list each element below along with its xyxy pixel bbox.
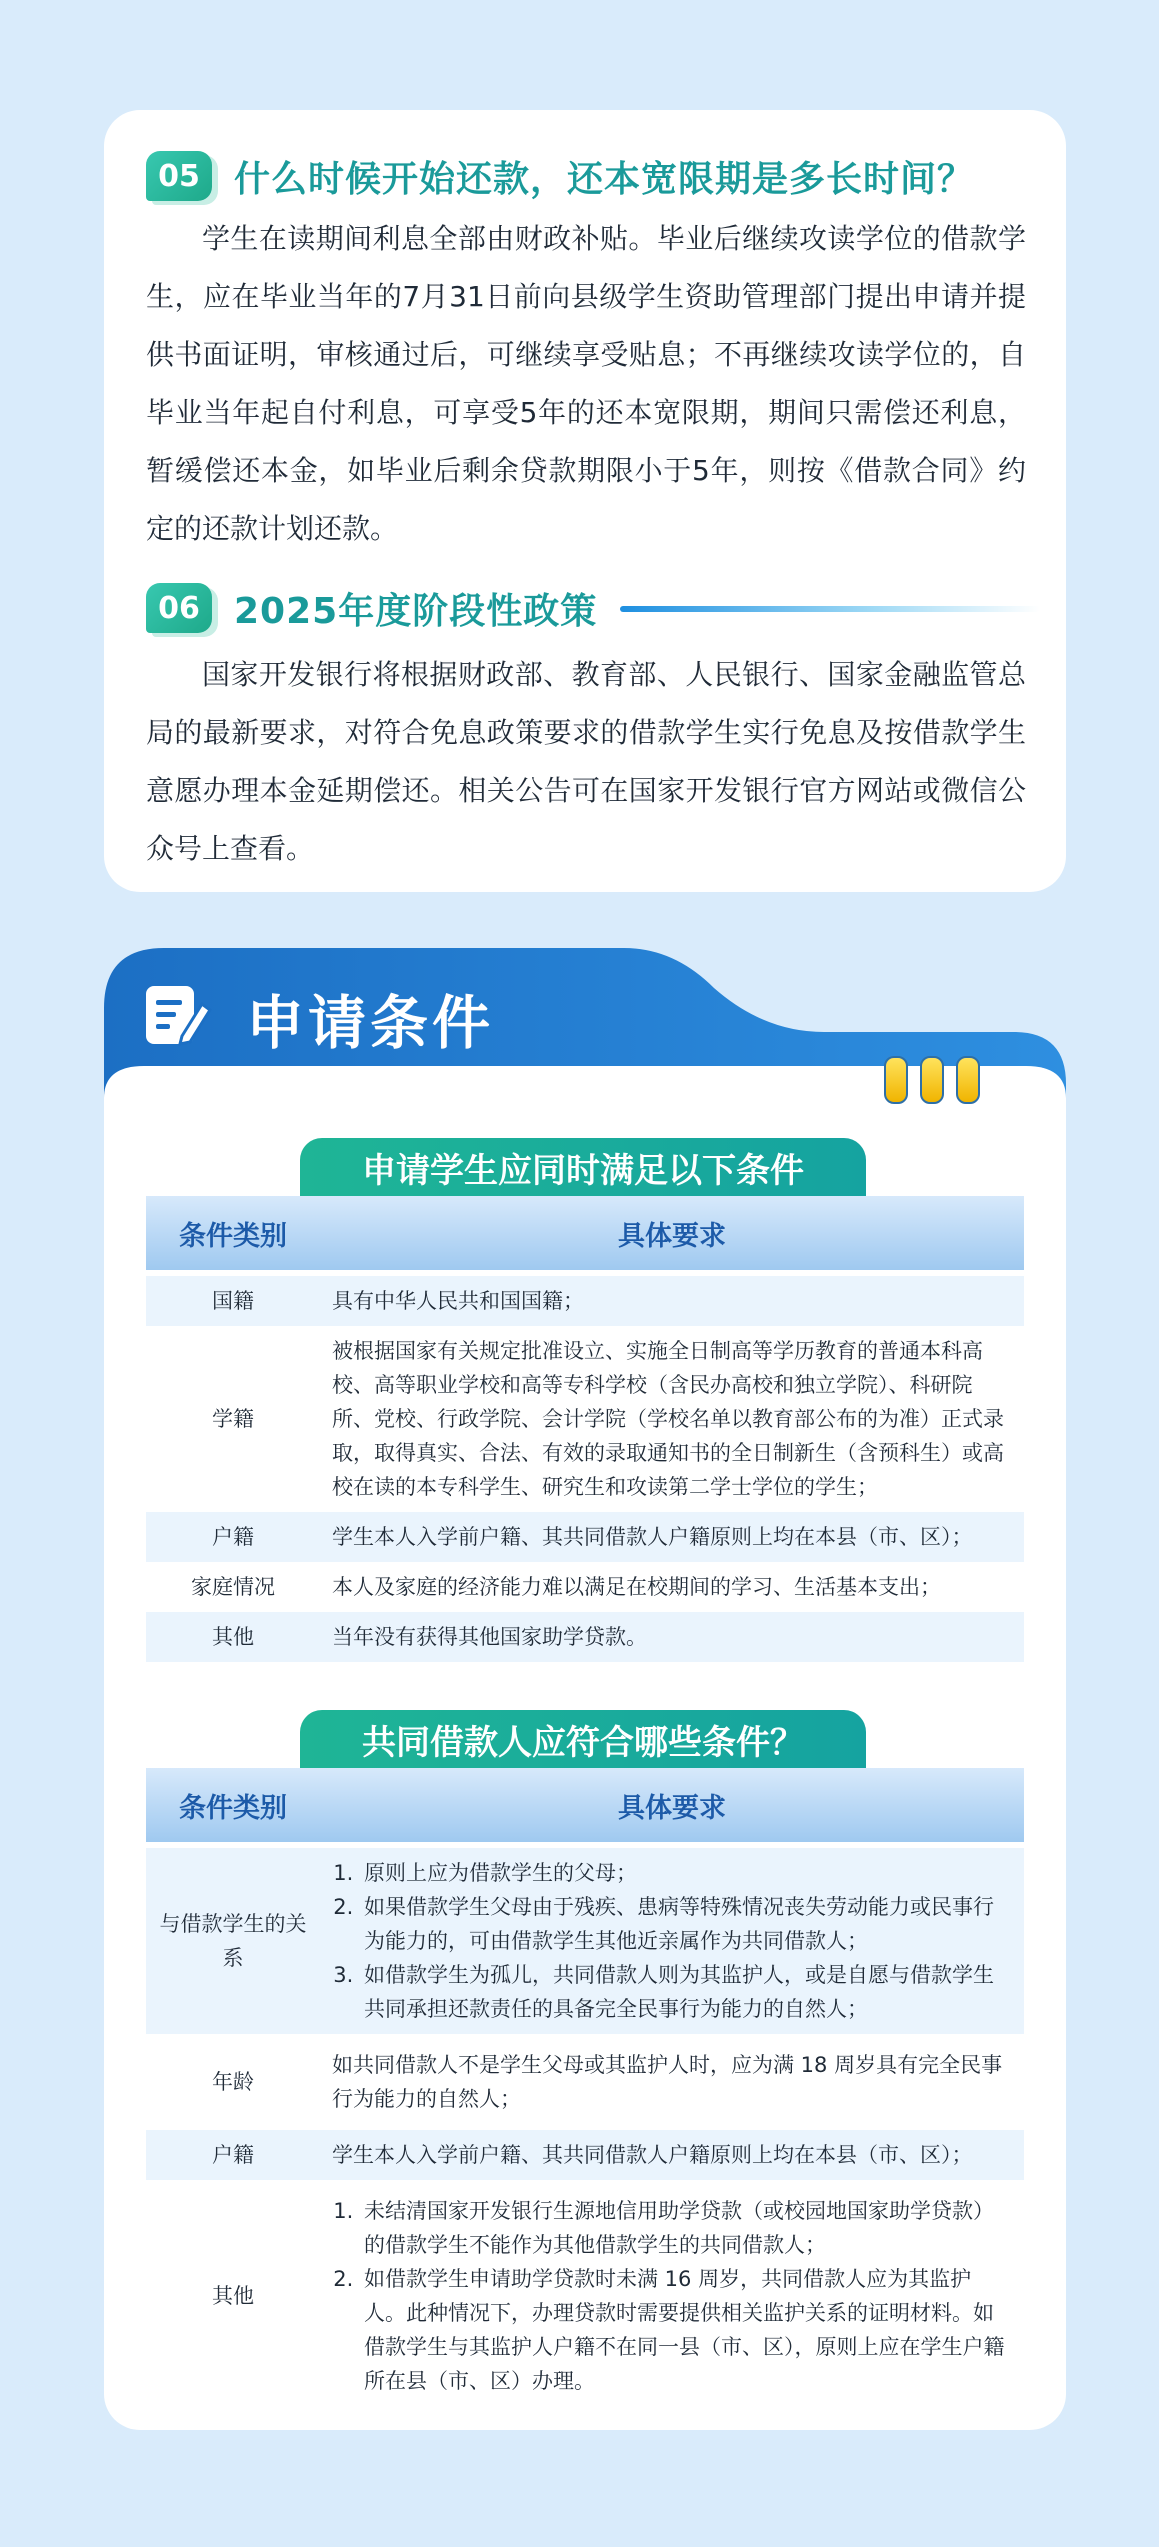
section-banner [104,948,1066,1148]
row-requirement: 被根据国家有关规定批准设立、实施全日制高等学历教育的普通本科高校、高等职业学校和高等专科学校（含民办高校和独立学院）、科研院所、党校、行政学院、会计学院（学校名单以教育部公布的为准）正式录取，取得真实、合法、有效的录取通知书的全日制新生（含预科生）或高校在读的本专科学生、研究生和攻读第二学士学位的学生； [320,1326,1024,1512]
row-category: 户籍 [146,1512,320,1562]
student-conditions-table [146,1196,1024,1662]
table-row [146,2037,1024,2127]
table-header-row [146,1768,1024,1845]
table-row [146,1845,1024,2037]
faq-answer: 学生在读期间利息全部由财政补贴。毕业后继续攻读学位的借款学生，应在毕业当年的7月31日前向县级学生资助管理部门提出申请并提供书面证明，审核通过后，可继续享受贴息；不再继续攻读学位的，自毕业当年起自付利息，可享受5年的还本宽限期，期间只需偿还利息，暂缓偿还本金，如毕业后剩余贷款期限小于5年，则按《借款合同》约定的还款计划还款。 [146,222,1026,545]
table-title: 申请学生应同时满足以下条件 [300,1138,866,1196]
row-category: 年龄 [146,2037,320,2127]
list-item: 1. 原则上应为借款学生的父母； [360,1856,1012,1890]
faq-number-badge: 06 [146,583,212,633]
faq-05-header [146,148,974,204]
row-category: 与借款学生的关系 [146,1845,320,2037]
co-borrower-conditions-table [146,1768,1024,2406]
column-header: 具体要求 [320,1768,1024,1845]
faq-card [104,110,1066,892]
row-requirement: 当年没有获得其他国家助学贷款。 [320,1612,1024,1662]
row-category: 国籍 [146,1273,320,1326]
row-requirement: 如共同借款人不是学生父母或其监护人时，应为满 18 周岁具有完全民事行为能力的自然人； [320,2037,1024,2127]
row-requirement: 学生本人入学前户籍、其共同借款人户籍原则上均在本县（市、区）； [320,1512,1024,1562]
requirement-list [332,1856,1012,2026]
row-category: 其他 [146,2183,320,2406]
bulb-icon [884,1056,908,1104]
table-row [146,1512,1024,1562]
row-requirement [320,1845,1024,2037]
requirement-list [332,2194,1012,2398]
row-requirement: 本人及家庭的经济能力难以满足在校期间的学习、生活基本支出； [320,1562,1024,1612]
faq-number-badge: 05 [146,151,212,201]
decorative-line [620,606,1040,612]
row-requirement: 学生本人入学前户籍、其共同借款人户籍原则上均在本县（市、区）； [320,2127,1024,2183]
table-header-row [146,1196,1024,1273]
section-title: 申请条件 [246,989,495,1057]
table-row [146,1562,1024,1612]
row-category: 学籍 [146,1326,320,1512]
table-row [146,2127,1024,2183]
row-requirement [320,2183,1024,2406]
table-row [146,1273,1024,1326]
list-item: 1. 未结清国家开发银行生源地信用助学贷款（或校园地国家助学贷款）的借款学生不能作为其他借款学生的共同借款人； [360,2194,1012,2262]
column-header: 条件类别 [146,1196,320,1273]
row-requirement: 具有中华人民共和国国籍； [320,1273,1024,1326]
policy-text: 国家开发银行将根据财政部、教育部、人民银行、国家金融监管总局的最新要求，对符合免息政策要求的借款学生实行免息及按借款学生意愿办理本金延期偿还。相关公告可在国家开发银行官方网站或微信公众号上查看。 [146,658,1026,865]
faq-title: 什么时候开始还款，还本宽限期是多长时间？ [234,158,975,200]
bulb-icon [956,1056,980,1104]
table-row [146,1612,1024,1662]
list-item: 3. 如借款学生为孤儿，共同借款人则为其监护人，或是自愿与借款学生共同承担还款责任的具备完全民事行为能力的自然人； [360,1958,1012,2026]
decorative-bulbs [884,1056,980,1104]
faq-06-header [146,580,597,636]
faq-title: 2025年度阶段性政策 [234,590,598,632]
list-item: 2. 如借款学生申请助学贷款时未满 16 周岁，共同借款人应为其监护人。此种情况下，办理贷款时需要提供相关监护关系的证明材料。如借款学生与其监护人户籍不在同一县（市、区），原则上应在学生户籍所在县（市、区）办理。 [360,2262,1012,2398]
row-category: 家庭情况 [146,1562,320,1612]
list-item: 2. 如果借款学生父母由于残疾、患病等特殊情况丧失劳动能力或民事行为能力的，可由借款学生其他近亲属作为共同借款人； [360,1890,1012,1958]
table-row [146,2183,1024,2406]
bulb-icon [920,1056,944,1104]
table-title: 共同借款人应符合哪些条件？ [300,1710,866,1768]
table-row [146,1326,1024,1512]
column-header: 条件类别 [146,1768,320,1845]
row-category: 其他 [146,1612,320,1662]
column-header: 具体要求 [320,1196,1024,1273]
row-category: 户籍 [146,2127,320,2183]
